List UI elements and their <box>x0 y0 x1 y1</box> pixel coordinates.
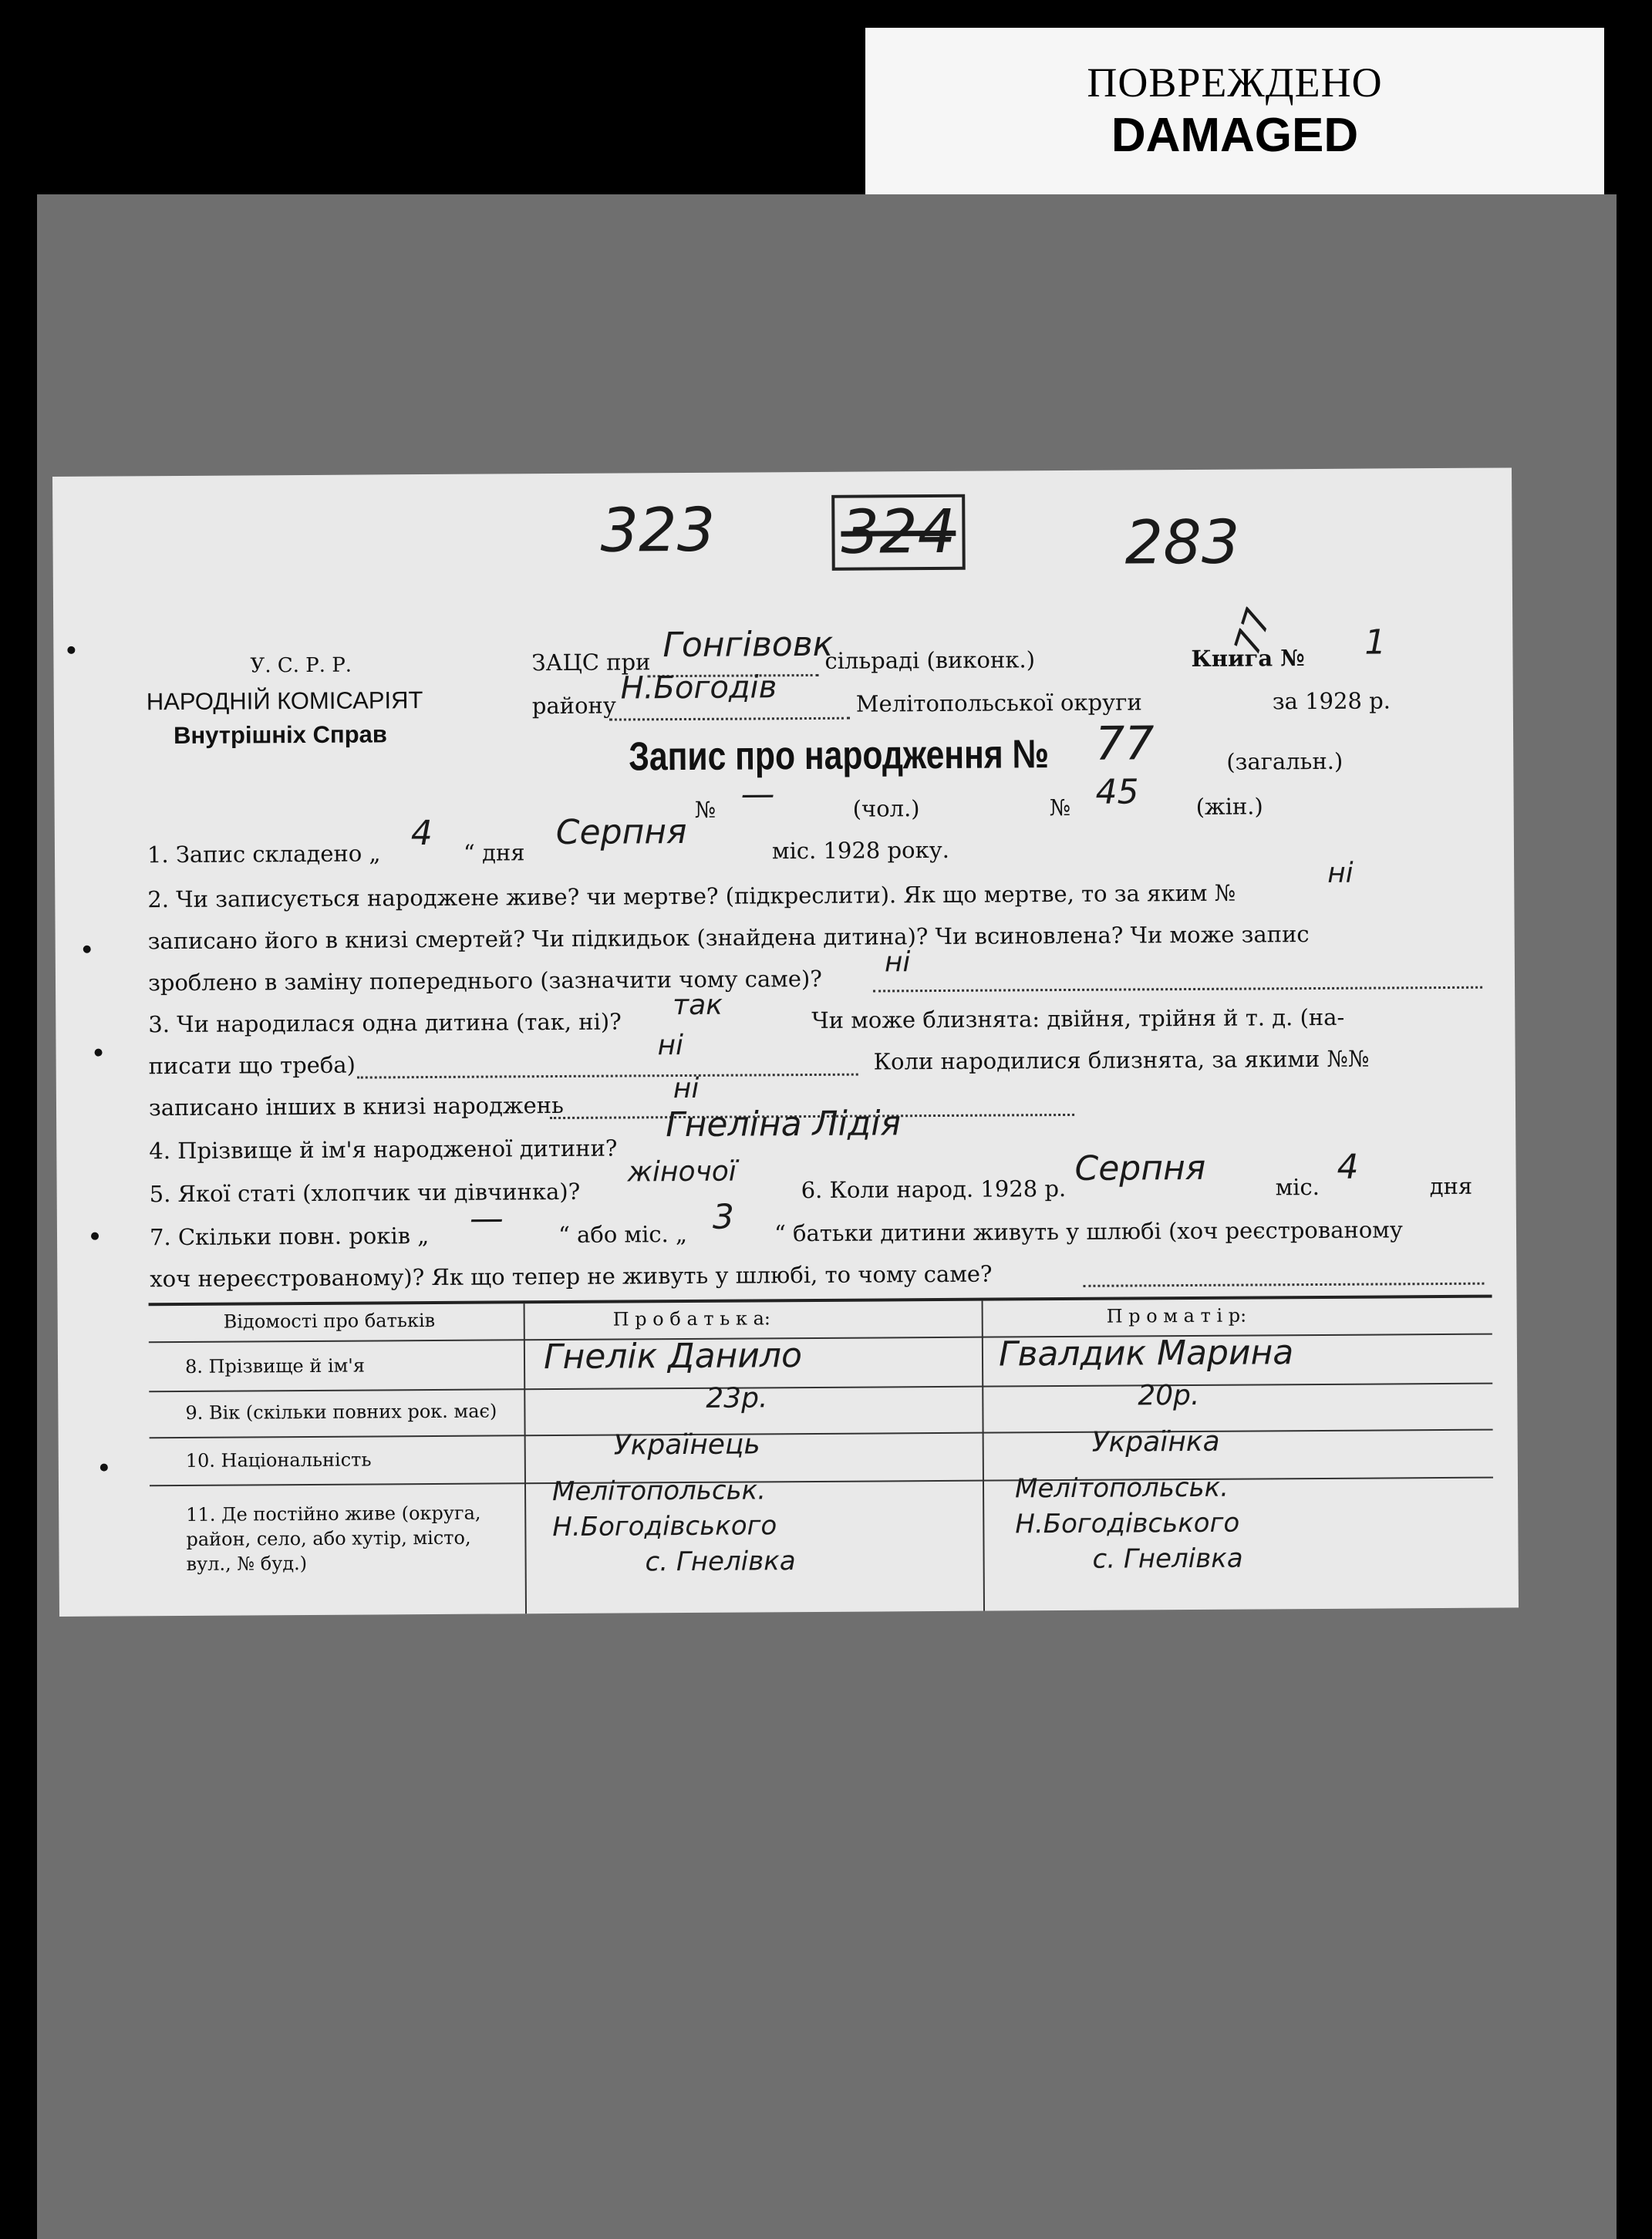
q2-answer1-handwritten: ні <box>1327 857 1354 889</box>
zags-prefix: ЗАЦС при <box>531 649 651 676</box>
table-header-mother: П р о м а т і р: <box>1106 1304 1247 1327</box>
table-row-divider <box>150 1477 1493 1487</box>
record-number-handwritten: 77 <box>1094 717 1155 771</box>
male-label: (чол.) <box>852 795 920 822</box>
father-name-handwritten: Гнелік Данило <box>543 1336 803 1377</box>
q1-day-handwritten: 4 <box>410 813 433 854</box>
row-label-nationality: 10. Національність <box>185 1448 372 1472</box>
father-residence-3-handwritten: с. Гнелівка <box>645 1546 796 1578</box>
margin-mark <box>100 1464 108 1472</box>
damaged-label-en: DAMAGED <box>1111 109 1359 162</box>
margin-mark <box>67 646 75 654</box>
ussr-label: У. С. Р. Р. <box>250 653 352 678</box>
margin-mark <box>95 1049 103 1057</box>
q1-prefix: 1. Запис складено „ <box>147 840 381 868</box>
table-header-father: П р о б а т ь к а: <box>612 1307 771 1330</box>
title-suffix: (загальн.) <box>1226 747 1344 775</box>
record-title: Запис про народження № <box>629 732 1050 780</box>
female-number-handwritten: 45 <box>1095 772 1139 812</box>
district-prefix: району <box>531 692 616 720</box>
q6-month-handwritten: Серпня <box>1074 1148 1206 1189</box>
q6-suffix: дня <box>1429 1172 1473 1200</box>
record-number-3: 283 <box>1124 507 1240 578</box>
fill-line <box>609 717 850 721</box>
q3-answer3-handwritten: ні <box>673 1072 700 1105</box>
row-label-residence-1: 11. Де постійно живе (округа, <box>186 1502 481 1526</box>
zags-suffix: сільраді (виконк.) <box>824 646 1036 674</box>
q6-day-handwritten: 4 <box>1337 1147 1359 1187</box>
female-no-label: № <box>1049 794 1071 821</box>
table-header-info: Відомості про батьків <box>223 1309 436 1333</box>
q2-answer3-handwritten: ні <box>884 946 911 979</box>
male-no-label: № <box>694 796 716 823</box>
father-residence-2-handwritten: Н.Богодівського <box>552 1510 777 1543</box>
female-label: (жін.) <box>1195 793 1263 820</box>
book-number-handwritten: 1 <box>1364 622 1387 663</box>
mother-residence-2-handwritten: Н.Богодівського <box>1015 1507 1240 1540</box>
fill-line <box>357 1074 858 1079</box>
q3-line2b: Коли народилися близнята, за якими №№ <box>873 1045 1370 1075</box>
q3-answer2-handwritten: ні <box>657 1030 684 1062</box>
q3-answer1-handwritten: так <box>673 989 723 1022</box>
mother-name-handwritten: Гвалдик Марина <box>998 1333 1294 1374</box>
row-label-name: 8. Прізвище й ім'я <box>184 1354 366 1377</box>
q4-label: 4. Прізвище й ім'я народженої дитини? <box>149 1135 618 1165</box>
q3-line1: 3. Чи народилася одна дитина (так, ні)? <box>148 1008 622 1038</box>
district-suffix: Мелітопольської округи <box>855 689 1142 717</box>
birth-record-card <box>52 467 1519 1617</box>
fill-line <box>873 986 1482 993</box>
side-note-handwritten: 77 <box>1226 603 1279 660</box>
father-nationality-handwritten: Українець <box>613 1428 760 1462</box>
q7-line1b: “ або міс. „ <box>558 1220 688 1249</box>
table-col-divider <box>982 1301 985 1611</box>
parents-table <box>149 1295 1492 1307</box>
mother-residence-1-handwritten: Мелітопольськ. <box>1014 1472 1229 1505</box>
year-label: за 1928 р. <box>1272 687 1391 715</box>
q3-line1b: Чи може близнята: двійня, трійня й т. д. (на- <box>811 1003 1345 1034</box>
mother-nationality-handwritten: Українка <box>1091 1425 1220 1458</box>
father-residence-1-handwritten: Мелітопольськ. <box>551 1475 767 1508</box>
margin-mark <box>83 946 91 953</box>
mother-residence-3-handwritten: с. Гнелівка <box>1092 1543 1243 1575</box>
q7-months-handwritten: 3 <box>712 1197 735 1237</box>
damaged-label-ru: ПОВРЕЖДЕНО <box>1087 59 1383 106</box>
q2-line1: 2. Чи записується народжене живе? чи мертве? (підкреслити). Як що мертве, то за яким № <box>147 879 1236 913</box>
q5-label: 5. Якої статі (хлопчик чи дівчинка)? <box>149 1178 581 1208</box>
district-name-handwritten: Н.Богодів <box>620 669 777 706</box>
record-number-2: 324 <box>831 494 965 571</box>
q2-line3: зроблено в заміну попереднього (зазначити чому саме)? <box>147 965 822 996</box>
damaged-label <box>865 28 1604 196</box>
margin-mark <box>91 1232 99 1240</box>
male-number-handwritten: — <box>740 774 775 814</box>
q3-line2a: писати що треба) <box>148 1051 356 1080</box>
father-age-handwritten: 23р. <box>706 1382 768 1415</box>
row-label-residence-3: вул., № буд.) <box>186 1553 308 1575</box>
q7-line2: хоч нереєстрованому)? Як що тепер не живуть у шлюбі, то чому саме? <box>150 1260 993 1293</box>
book-label: Книга № <box>1191 645 1305 672</box>
q7-line1a: 7. Скільки повн. років „ <box>149 1222 430 1251</box>
commissariat-label: НАРОДНІЙ КОМІСАРІЯТ <box>146 686 423 716</box>
q4-answer-handwritten: Гнеліна Лідія <box>665 1104 902 1145</box>
q3-line3: записано інших в книзі народжень <box>148 1091 564 1121</box>
mother-age-handwritten: 20р. <box>1138 1379 1200 1412</box>
row-label-residence-2: район, село, або хутір, місто, <box>186 1526 471 1550</box>
zags-name-handwritten: Гонгівовк <box>662 624 834 666</box>
table-col-divider <box>524 1303 527 1613</box>
q1-month-handwritten: Серпня <box>555 811 687 853</box>
q2-line2: записано його в книзі смертей? Чи підкидьок (знайдена дитина)? Чи всиновлена? Чи може запис <box>147 921 1310 955</box>
dept-label: Внутрішніх Справ <box>173 720 387 750</box>
table-row-divider <box>149 1383 1492 1393</box>
q1-mid: “ дня <box>463 839 525 866</box>
record-number-1: 323 <box>600 495 716 566</box>
q7-years-handwritten: — <box>469 1199 504 1239</box>
q5-answer-handwritten: жіночої <box>627 1155 737 1189</box>
q1-suffix: міс. 1928 року. <box>771 836 950 865</box>
table-row-divider <box>150 1429 1493 1439</box>
q6-mid: міс. <box>1275 1173 1320 1201</box>
q7-line1c: “ батьки дитини живуть у шлюбі (хоч реєстрованому <box>774 1216 1403 1247</box>
fill-line <box>1083 1283 1484 1287</box>
row-label-age: 9. Вік (скільки повних рок. має) <box>185 1400 497 1424</box>
q6-prefix: 6. Коли народ. 1928 р. <box>801 1175 1067 1204</box>
